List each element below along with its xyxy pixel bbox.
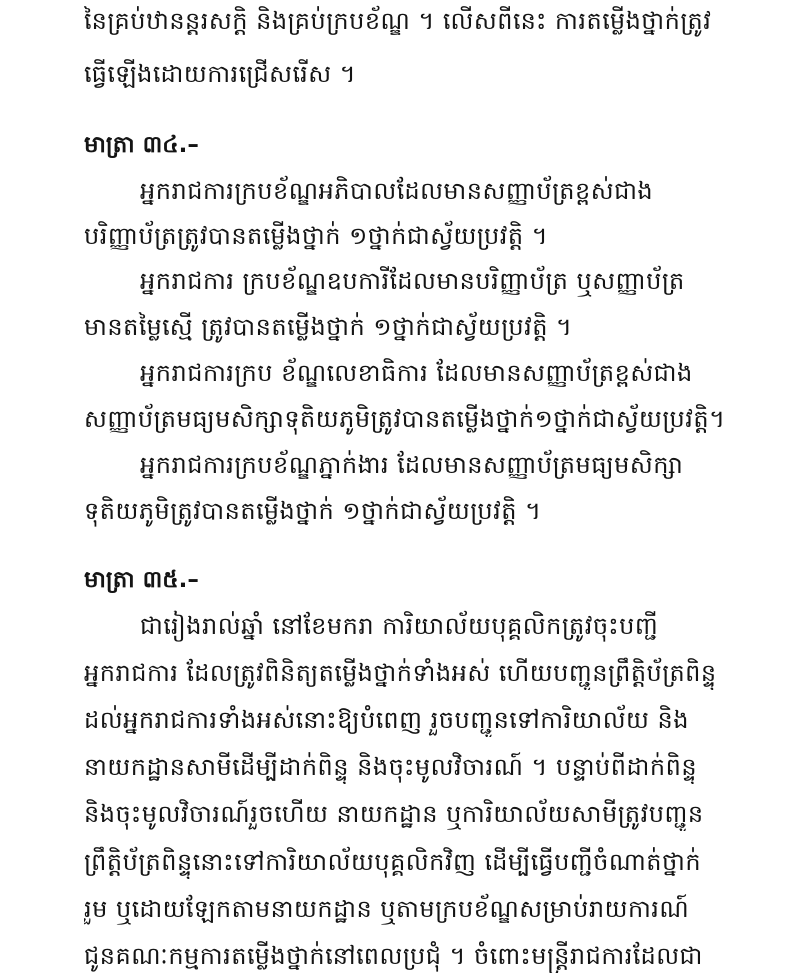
article-35-line-2: អ្នករាជការ ដែលត្រូវពិនិត្យតម្លើងថ្នាក់ទាំងអស់ ហើយបញ្ជូនព្រឹត្តិប័ត្រពិន្ទុ (84, 659, 717, 687)
article-34-line-8: ទុតិយភូមិត្រូវបានតម្លើងថ្នាក់ ១ថ្នាក់ជាស្វ័យប្រវត្តិ ។ (84, 497, 542, 525)
article-35-line-4: នាយកដ្ឋានសាមីដើម្បីដាក់ពិន្ទុ និងចុះមូលវិចារណ៍ ។ បន្ទាប់ពីដាក់ពិន្ទុ (84, 753, 698, 781)
article-34-line-5: អ្នករាជការក្រប ខ័ណ្ឌលេខាធិការ ដែលមានសញ្ញាប័ត្រខ្ពស់ជាង (140, 359, 693, 387)
article-34-line-4: មានតម្លៃស្មើ ត្រូវបានតម្លើងថ្នាក់ ១ថ្នាក់ជាស្វ័យប្រវត្តិ ។ (84, 313, 573, 341)
article-35-line-1: ជារៀងរាល់ឆ្នាំ នៅខែមករា ការិយាល័យបុគ្គលិកត្រូវចុះបញ្ជី (140, 612, 659, 640)
article-35-line-6: ព្រឹត្តិប័ត្រពិន្ទុនោះទៅការិយាល័យបុគ្គលិកវិញ ដើម្បីធ្វើបញ្ជីចំណាត់ថ្នាក់ (84, 848, 702, 876)
intro-line-2: ធ្វើឡើងដោយការជ្រើសរើស ។ (84, 60, 357, 88)
article-34-heading: មាត្រា ៣៤.– (84, 132, 199, 158)
article-34-line-1: អ្នករាជការក្របខ័ណ្ឌអភិបាលដែលមានសញ្ញាប័ត្រខ្ពស់ជាង (140, 177, 654, 205)
article-35-line-7: រួម ឬដោយឡែកតាមនាយកដ្ឋាន ឬតាមក្របខ័ណ្ឌសម្រាប់រាយការណ៍ (84, 895, 690, 923)
article-34-line-2: បរិញ្ញាប័ត្រត្រូវបានតម្លើងថ្នាក់ ១ថ្នាក់ជាស្វ័យប្រវត្តិ ។ (84, 222, 549, 250)
article-34-line-3: អ្នករាជការ ក្របខ័ណ្ឌឧបការីដែលមានបរិញ្ញាប័ត្រ ឬសញ្ញាប័ត្រ (140, 267, 685, 295)
article-34-line-7: អ្នករាជការក្របខ័ណ្ឌភ្នាក់ងារ ដែលមានសញ្ញាប័ត្រមធ្យមសិក្សា (140, 451, 684, 479)
intro-line-1: នៃគ្រប់ឋានន្តរសក្តិ និងគ្រប់ក្របខ័ណ្ឌ ។ លើសពីនេះ ការតម្លើងថ្នាក់ត្រូវ (84, 7, 712, 35)
article-35-line-5: និងចុះមូលវិចារណ៍រួចហើយ នាយកដ្ឋាន ឬការិយាល័យសាមីត្រូវបញ្ជូន (84, 800, 704, 828)
article-35-line-8: ជូនគណៈកម្មការតម្លើងថ្នាក់នៅពេលប្រជុំ ។ ចំពោះមន្ត្រីរាជការដែលជា (84, 942, 703, 970)
article-34-line-6: សញ្ញាប័ត្រមធ្យមសិក្សាទុតិយភូមិត្រូវបានតម្លើងថ្នាក់១ថ្នាក់ជាស្វ័យប្រវត្តិ។ (84, 405, 726, 433)
article-35-line-3: ដល់អ្នករាជការទាំងអស់នោះឱ្យបំពេញ រួចបញ្ជូនទៅការិយាល័យ និង (84, 706, 690, 734)
article-35-heading: មាត្រា ៣៥.– (84, 567, 199, 593)
